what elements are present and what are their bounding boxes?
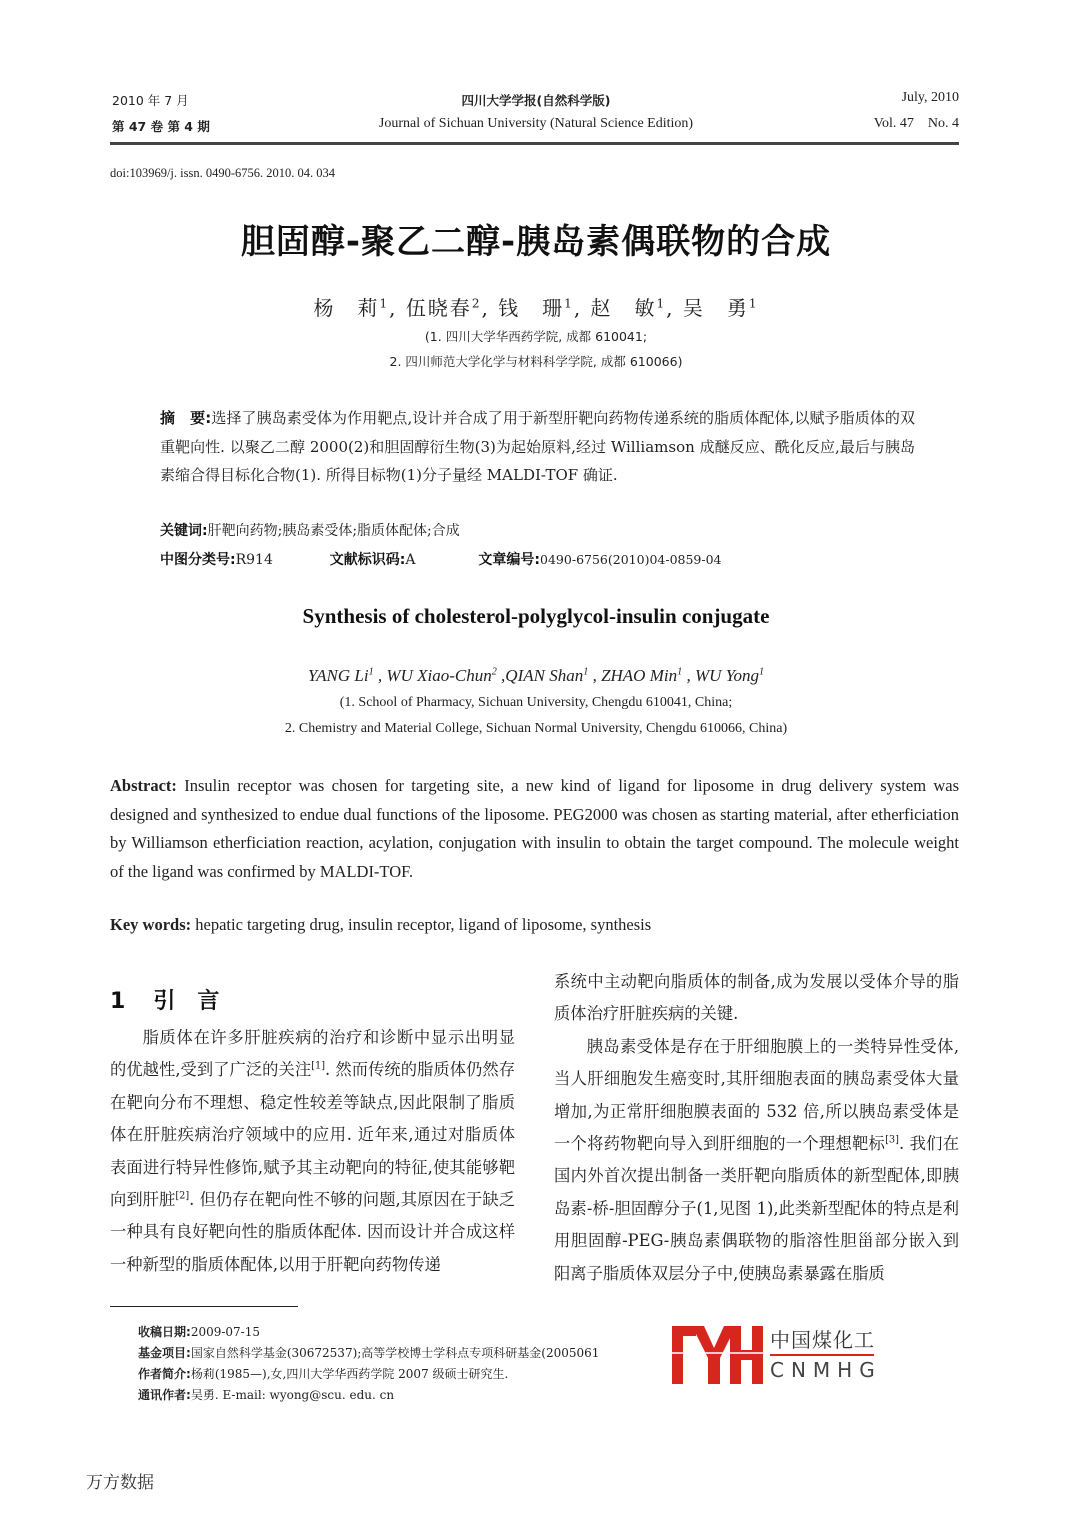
header-volume-en: Vol. 47 No. 4 <box>873 116 959 131</box>
author-cn: 伍晓春$^2$ <box>405 296 482 320</box>
footnote-funding: 基金项目:国家自然科学基金(30672537);高等学校博士学科点专项科研基金(2005061 <box>138 1346 600 1360</box>
abstract-en <box>110 772 959 886</box>
body-left-column <box>110 1022 515 1281</box>
affiliation-en-2: 2. Chemistry and Material College, Sichuan Normal University, Chengdu 610066, China) <box>284 721 788 736</box>
paragraph: 系统中主动靶向脂质体的制备,成为发展以受体介导的脂质体治疗肝脏疾病的关键. <box>554 972 959 1024</box>
affiliation-en-1: (1. School of Pharmacy, Sichuan University, Chengdu 610041, China; <box>339 695 733 710</box>
title-cn: 胆固醇-聚乙二醇-胰岛素偶联物的合成 <box>240 222 832 262</box>
logo-text-cn: 中国煤化工 <box>770 1328 875 1352</box>
footnote-corresponding: 通讯作者:吴勇. E-mail: wyong@scu. edu. cn <box>138 1388 395 1402</box>
authors-en: YANG Li$^1$ , WU Xiao-Chun$^2$ ,QIAN Shan$^1$ , ZHAO Min$^1$ , WU Yong$^1$ <box>307 666 765 685</box>
citation[interactable]: [3] <box>885 1134 899 1146</box>
author-en: ZHAO Min$^1$ <box>601 666 683 685</box>
abstract-en-text: Insulin receptor was chosen for targeting site, a new kind of ligand for liposome in drug delivery system was designed and synthesized to endue dual functions of the liposome. PEG2000 was chosen as starting material, after etherficiation by Williamson etherficiation reaction, acylation, conjugation with insulin to obtain the target compound. The molecule weight of the ligand was confirmed by MALDI-TOF. <box>110 776 960 881</box>
keywords-en-label: Key words: <box>110 915 192 934</box>
paragraph: 胰岛素受体是存在于肝细胞膜上的一类特异性受体,当人肝细胞发生癌变时,其肝细胞表面的胰岛素受体大量增加,为正常肝细胞膜表面的 532 倍,所以胰岛素受体是一个将药物靶向导入到肝细胞的一个理想靶标[3]. 我们在国内外首次提出制备一类肝靶向脂质体的新型配体,即胰岛素-桥-胆固醇分子(1,见图 1),此类新型配体的特点是利用胆固醇-PEG-胰岛素偶联物的脂溶性胆甾部分嵌入到阳离子脂质体双层分子中,使胰岛素暴露在脂质 <box>554 1036 959 1283</box>
abstract-cn <box>160 404 915 490</box>
doi: doi:103969/j. issn. 0490-6756. 2010. 04. 034 <box>110 166 336 180</box>
header-volume-cn: 第 47 卷 第 4 期 <box>112 119 210 134</box>
section-heading <box>110 984 247 1015</box>
footnote-received: 收稿日期:2009-07-15 <box>138 1325 260 1339</box>
clc-label: 中图分类号: <box>160 552 236 568</box>
author-cn: 钱 珊$^1$ <box>498 296 574 320</box>
article-no-value: 0490-6756(2010)04-0859-04 <box>540 552 722 567</box>
author-en: QIAN Shan$^1$ <box>505 666 589 685</box>
doc-code-label: 文献标识码: <box>329 552 406 568</box>
header-rule <box>110 142 959 145</box>
doc-code-value: A <box>405 552 416 568</box>
abstract-en-label: Abstract: <box>110 776 177 795</box>
body-right-column <box>554 966 959 1290</box>
clc-value: R914 <box>235 552 273 568</box>
paragraph: 脂质体在许多肝脏疾病的治疗和诊断中显示出明显的优越性,受到了广泛的关注[1]. 然而传统的脂质体仍然存在靶向分布不理想、稳定性较差等缺点,因此限制了脂质体在肝脏疾病治疗领域中的应用. 近年来,通过对脂质体表面进行特异性修饰,赋予其主动靶向的特征,使其能够靶向到肝脏[2]. 但仍存在靶向性不够的问题,其原因在于缺乏一种具有良好靶向性的脂质体配体. 因而设计并合成这样一种新型的脂质体配体,以用于肝靶向药物传递 <box>110 1028 515 1274</box>
keywords-cn-label: 关键词: <box>160 523 208 539</box>
affiliation-cn-1: (1. 四川大学华西药学院, 成都 610041; <box>424 329 648 344</box>
logo-divider <box>770 1354 874 1356</box>
abstract-cn-text: 选择了胰岛素受体为作用靶点,设计并合成了用于新型肝靶向药物传递系统的脂质体配体,以赋予脂质体的双重靶向性. 以聚乙二醇 2000(2)和胆固醇衍生物(3)为起始原料,经过 Williamson 成醚反应、酰化反应,最后与胰岛素缩合得目标化合物(1). 所得目标物(1)分子量经 MALDI-TOF 确证. <box>160 409 915 484</box>
authors-cn: 杨 莉$^1$, 伍晓春$^2$, 钱 珊$^1$, 赵 敏$^1$, 吴 勇$^1$ <box>313 296 759 320</box>
author-cn: 吴 勇$^1$ <box>682 296 759 320</box>
header-date-cn: 2010 年 7 月 <box>112 93 189 108</box>
keywords-cn-text: 肝靶向药物;胰岛素受体;脂质体配体;合成 <box>207 523 460 539</box>
header-journal-cn: 四川大学学报(自然科学版) <box>461 93 611 108</box>
header-date-en: July, 2010 <box>901 90 959 105</box>
abstract-cn-label: 摘 要: <box>160 409 212 427</box>
title-en: Synthesis of cholesterol-polyglycol-insulin conjugate <box>302 604 770 628</box>
affiliation-cn-2: 2. 四川师范大学化学与材料科学学院, 成都 610066) <box>389 354 683 369</box>
author-cn: 杨 莉$^1$ <box>313 296 390 320</box>
author-en: WU Xiao-Chun$^2$ <box>386 666 497 685</box>
author-cn: 赵 敏$^1$ <box>590 296 667 320</box>
source-mark: 万方数据 <box>86 1473 154 1493</box>
header-journal-en: Journal of Sichuan University (Natural Science Edition) <box>378 116 694 131</box>
keywords-en <box>110 915 959 935</box>
section-title: 引 言 <box>153 989 220 1014</box>
keywords-en-text: hepatic targeting drug, insulin receptor, ligand of liposome, synthesis <box>195 915 652 934</box>
watermark-logo <box>670 1322 880 1386</box>
logo-text-en: CNMHG <box>770 1358 882 1382</box>
author-en: WU Yong$^1$ <box>694 666 765 685</box>
section-number: 1 <box>110 989 126 1014</box>
footnote-author-bio: 作者简介:杨莉(1985—),女,四川大学华西药学院 2007 级硕士研究生. <box>138 1367 509 1381</box>
mh-logo-icon <box>670 1322 765 1386</box>
footnote-rule <box>110 1306 298 1307</box>
citation[interactable]: [2] <box>175 1190 190 1202</box>
citation[interactable]: [1] <box>311 1060 326 1072</box>
keywords-cn <box>160 520 460 540</box>
author-en: YANG Li$^1$ <box>307 666 374 685</box>
article-no-label: 文章编号: <box>478 552 541 568</box>
classification-row <box>160 549 722 569</box>
